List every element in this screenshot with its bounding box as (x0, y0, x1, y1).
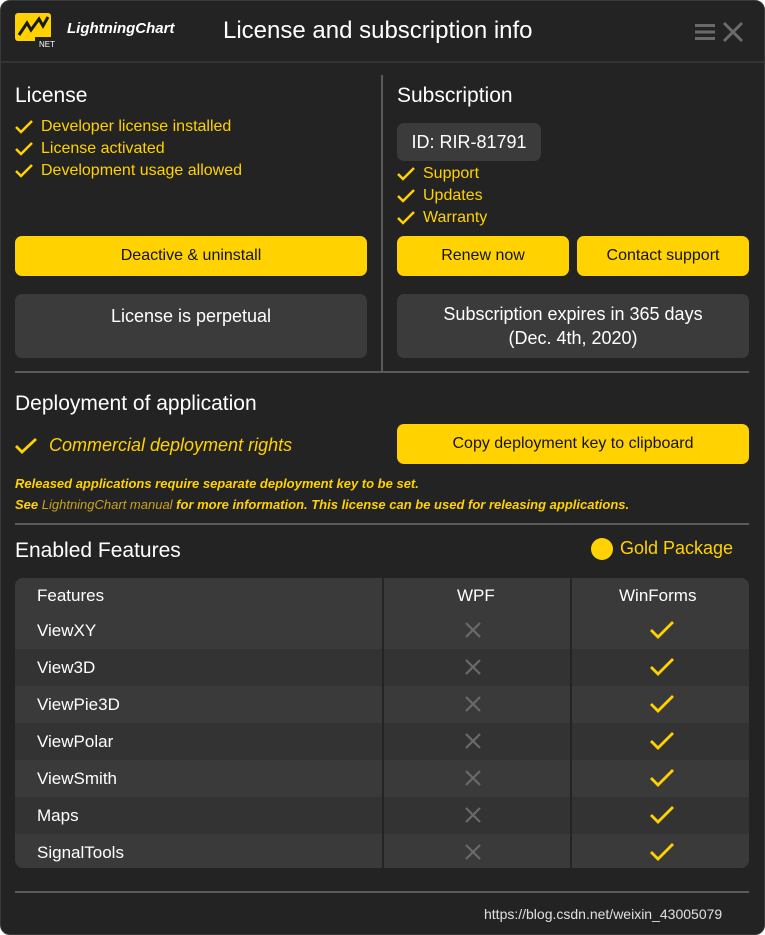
check-icon (15, 142, 33, 156)
menu-icon[interactable] (695, 22, 717, 42)
column-header-winforms: WinForms (619, 586, 697, 605)
logo-text: LightningChart (67, 20, 175, 37)
check-icon (15, 438, 37, 454)
bottom-divider (15, 891, 749, 893)
check-icon (397, 167, 415, 181)
lightningchart-manual-link[interactable]: LightningChart manual (41, 497, 173, 512)
check-icon (397, 189, 415, 203)
check-icon (650, 768, 674, 788)
cross-icon (463, 731, 483, 751)
title-divider (1, 61, 764, 63)
license-item-label: License activated (41, 140, 165, 157)
cross-icon (463, 620, 483, 640)
title-bar (1, 1, 764, 63)
deployment-right-label: Commercial deployment rights (49, 435, 293, 455)
check-icon (650, 620, 674, 640)
copy-deployment-key-button[interactable]: Copy deployment key to clipboard (397, 424, 749, 464)
subscription-check-item (397, 187, 483, 205)
subscription-expiry-line2: (Dec. 4th, 2020) (508, 328, 638, 348)
column-divider (382, 578, 384, 868)
cross-icon (463, 657, 483, 677)
window-title: License and subscription info (223, 17, 533, 44)
gold-package-dot-icon (591, 538, 613, 560)
license-item-label: Developer license installed (41, 118, 232, 135)
features-table (15, 578, 749, 868)
section-divider-vertical (381, 75, 383, 371)
deployment-note-line1: Released applications require separate deployment key to be set. (15, 476, 419, 491)
deployment-note-prefix: See (15, 497, 42, 512)
check-icon (650, 805, 674, 825)
feature-name: ViewXY (37, 621, 97, 640)
license-check-item (15, 118, 231, 136)
deployment-title: Deployment of application (15, 392, 257, 415)
license-status-box (15, 294, 367, 358)
deployment-right (15, 435, 292, 456)
check-icon (397, 211, 415, 225)
gold-package-label: Gold Package (620, 538, 734, 558)
close-icon[interactable] (721, 20, 745, 44)
cross-icon (463, 805, 483, 825)
license-item-label: Development usage allowed (41, 162, 243, 179)
license-status-text: License is perpetual (110, 306, 272, 326)
cross-icon (463, 842, 483, 862)
column-header-features: Features (37, 586, 105, 605)
cross-icon (463, 694, 483, 714)
subscription-check-item (397, 209, 487, 227)
renew-now-button[interactable]: Renew now (397, 236, 569, 276)
feature-name: SignalTools (37, 843, 124, 862)
feature-name: ViewPolar (37, 732, 114, 751)
check-icon (650, 842, 674, 862)
subscription-item-label: Warranty (423, 209, 488, 226)
feature-name: View3D (37, 658, 96, 677)
subscription-expiry-box (397, 294, 749, 358)
subscription-expiry-line1: Subscription expires in 365 days (443, 304, 703, 324)
feature-name: Maps (37, 806, 79, 825)
lightningchart-logo-icon (15, 13, 59, 49)
feature-name: ViewSmith (37, 769, 117, 788)
deployment-note-suffix: for more information. This license can be used for releasing applications. (172, 497, 630, 512)
section-divider (15, 523, 749, 525)
deactivate-uninstall-button[interactable]: Deactive & uninstall (15, 236, 367, 276)
contact-support-button[interactable]: Contact support (577, 236, 749, 276)
cross-icon (463, 768, 483, 788)
license-check-item (15, 140, 165, 158)
subscription-item-label: Support (423, 165, 480, 182)
features-title: Enabled Features (15, 539, 181, 562)
check-icon (15, 120, 33, 134)
subscription-title: Subscription (397, 84, 513, 107)
check-icon (15, 164, 33, 178)
check-icon (650, 694, 674, 714)
column-header-wpf: WPF (457, 586, 495, 605)
license-title: License (15, 84, 88, 107)
check-icon (650, 731, 674, 751)
feature-name: ViewPie3D (37, 695, 120, 714)
logo-badge: NET (39, 40, 55, 49)
check-icon (650, 657, 674, 677)
section-divider (15, 371, 749, 373)
subscription-check-item (397, 165, 479, 183)
subscription-id: ID: RIR-81791 (397, 123, 541, 161)
deployment-note-line2 (15, 497, 629, 512)
license-check-item (15, 162, 242, 180)
column-divider (570, 578, 572, 868)
watermark-text: https://blog.csdn.net/weixin_43005079 (484, 906, 723, 922)
subscription-item-label: Updates (423, 187, 483, 204)
